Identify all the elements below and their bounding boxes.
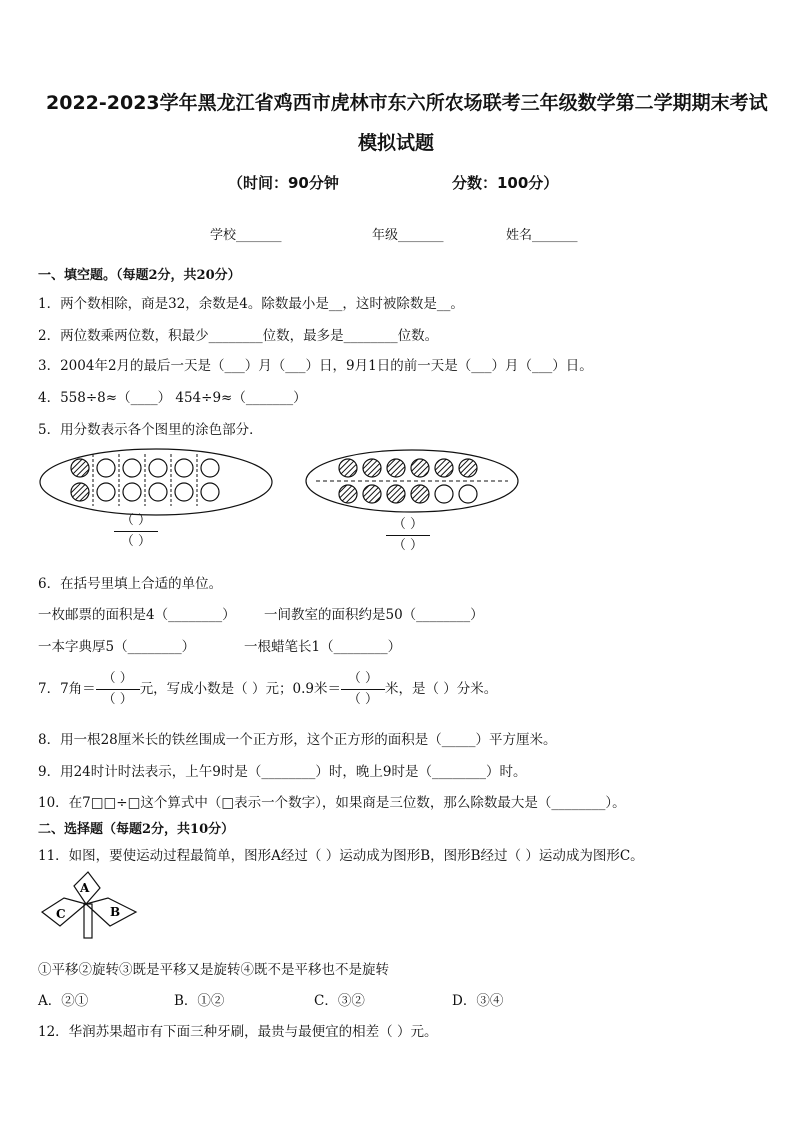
section1-heading: 一、填空题。（每题2分，共20分） [38,268,241,283]
name-field: 姓名_______ [506,228,578,243]
question-5: 5．用分数表示各个图里的涂色部分． [38,422,263,438]
exam-title-line1: 2022-2023学年黑龙江省鸡西市虎林市东六所农场联考三年级数学第二学期期末考试 [46,92,768,114]
question-4: 4．558÷8≈（____） 454÷9≈（_______） [38,390,307,406]
question-12: 12．华润苏果超市有下面三种牙刷，最贵与最便宜的相差（ ）元。 [38,1024,438,1040]
fraction-denominator: （ ） [120,534,152,549]
fraction-bar [96,689,140,690]
option-b: B．①② [174,993,225,1009]
fraction-denominator: （ ） [102,692,133,707]
question-9: 9．用24时计时法表示，上午9时是（________）时，晚上9时是（________）时。 [38,764,527,780]
figure-label-c: C [56,907,66,921]
question-11: 11．如图，要使运动过程最简单，图形A经过（ ）运动成为图形B，图形B经过（ ）运动成为图形C。 [38,848,644,864]
fraction-denominator: （ ） [347,692,379,707]
fraction-numerator: （ ） [120,513,152,528]
exam-title-line2: 模拟试题 [358,132,435,154]
question-7-suffix: 米，是（ ）分米。 [384,681,498,697]
question-7 [38,666,497,712]
option-d: D．③④ [452,993,504,1009]
question-3: 3．2004年2月的最后一天是（___）月（___）日，9月1日的前一天是（___）月（___）日。 [38,358,593,374]
fraction-blank-q7a [96,670,140,709]
school-field: 学校_______ [210,228,282,243]
question-6a: 一枚邮票的面积是4（________） [38,607,236,623]
fraction-blank-right [386,516,430,555]
figure-label-b: B [110,905,121,919]
fraction-numerator: （ ） [347,671,379,686]
question-8: 8．用一根28厘米长的铁丝围成一个正方形，这个正方形的面积是（_____）平方厘米。 [38,732,557,748]
option-a: A．②① [38,993,89,1009]
question-6c: 一本字典厚5（________） [38,639,196,655]
transformation-figure [40,868,140,944]
question-6b: 一间教室的面积约是50（________） [264,607,484,623]
question-7-middle: 元，写成小数是（ ）元；0.9米＝ [139,681,341,697]
question-6: 6．在括号里填上合适的单位。 [38,576,223,592]
option-c: C．③② [314,993,365,1009]
fraction-denominator: （ ） [392,538,424,553]
fraction-blank-left [114,512,158,551]
fraction-figure-right [304,448,524,514]
fraction-numerator: （ ） [102,671,133,686]
question-1: 1．两个数相除，商是32，余数是4。除数最小是__，这时被除数是__。 [38,296,464,312]
fraction-bar [114,531,158,532]
fraction-numerator: （ ） [392,517,424,532]
question-6d: 一根蜡笔长1（________） [244,639,402,655]
grade-field: 年级_______ [372,228,444,243]
exam-score: 分数：100分） [452,174,559,192]
question-7-prefix: 7．7角＝ [38,681,96,697]
exam-time: （时间：90分钟 [228,174,339,192]
fraction-figure-left [38,446,278,518]
figure-label-a: A [80,881,90,895]
fraction-blank-q7b [341,670,385,709]
fraction-bar [386,535,430,536]
question-11-options-legend: ①平移②旋转③既是平移又是旋转④既不是平移也不是旋转 [38,962,389,978]
section2-heading: 二、选择题（每题2分，共10分） [38,822,235,837]
question-2: 2．两位数乘两位数，积最少________位数，最多是________位数。 [38,328,439,344]
fraction-bar [341,689,385,690]
question-10: 10．在7□□÷□这个算式中（□表示一个数字），如果商是三位数，那么除数最大是（________）。 [38,795,626,811]
